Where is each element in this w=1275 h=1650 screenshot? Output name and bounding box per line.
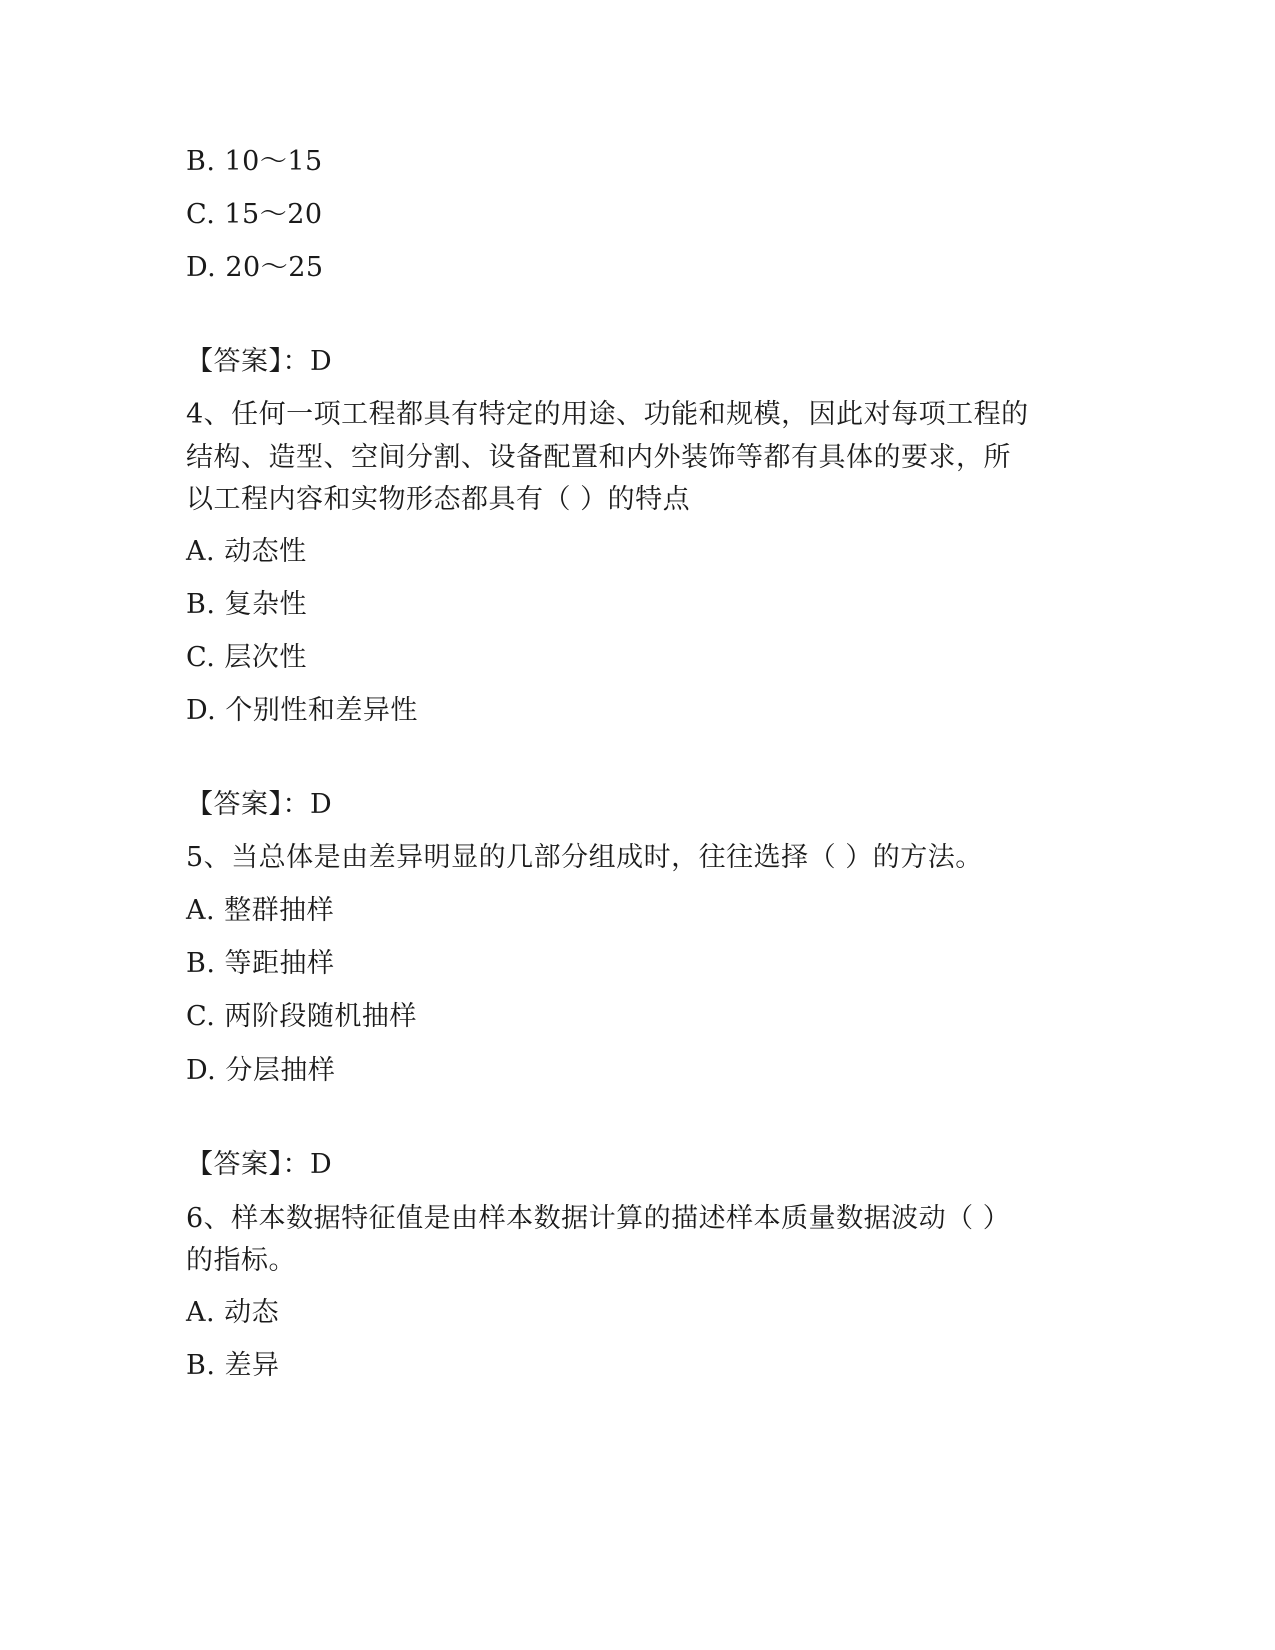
q5-option-a: A. 整群抽样	[186, 895, 335, 926]
q3-option-b: B. 10～15	[186, 146, 323, 177]
q5-option-b: B. 等距抽样	[186, 948, 335, 979]
q4-option-b: B. 复杂性	[186, 589, 308, 620]
q4-stem-line-2: 结构、造型、空间分割、设备配置和内外装饰等都有具体的要求，所	[186, 442, 1011, 473]
q4-option-a: A. 动态性	[186, 536, 307, 567]
q4-option-d: D. 个别性和差异性	[186, 695, 418, 726]
q3-answer: 【答案】：D	[186, 346, 333, 377]
q4-option-c: C. 层次性	[186, 642, 307, 673]
q5-stem-line-1: 5、当总体是由差异明显的几部分组成时，往往选择（ ）的方法。	[186, 842, 983, 873]
q4-stem-line-3: 以工程内容和实物形态都具有（ ）的特点	[186, 484, 691, 515]
q6-option-a: A. 动态	[186, 1297, 280, 1328]
q6-option-b: B. 差异	[186, 1350, 280, 1381]
q5-option-c: C. 两阶段随机抽样	[186, 1001, 417, 1032]
q3-option-d: D. 20～25	[186, 252, 324, 283]
q3-option-c: C. 15～20	[186, 199, 323, 230]
q6-stem-line-2: 的指标。	[186, 1245, 296, 1276]
q4-stem-line-1: 4、任何一项工程都具有特定的用途、功能和规模，因此对每项工程的	[186, 399, 1029, 430]
q4-answer: 【答案】：D	[186, 789, 333, 820]
q6-stem-line-1: 6、样本数据特征值是由样本数据计算的描述样本质量数据波动（ ）	[186, 1203, 1011, 1234]
q5-option-d: D. 分层抽样	[186, 1055, 336, 1086]
q5-answer: 【答案】：D	[186, 1149, 333, 1180]
